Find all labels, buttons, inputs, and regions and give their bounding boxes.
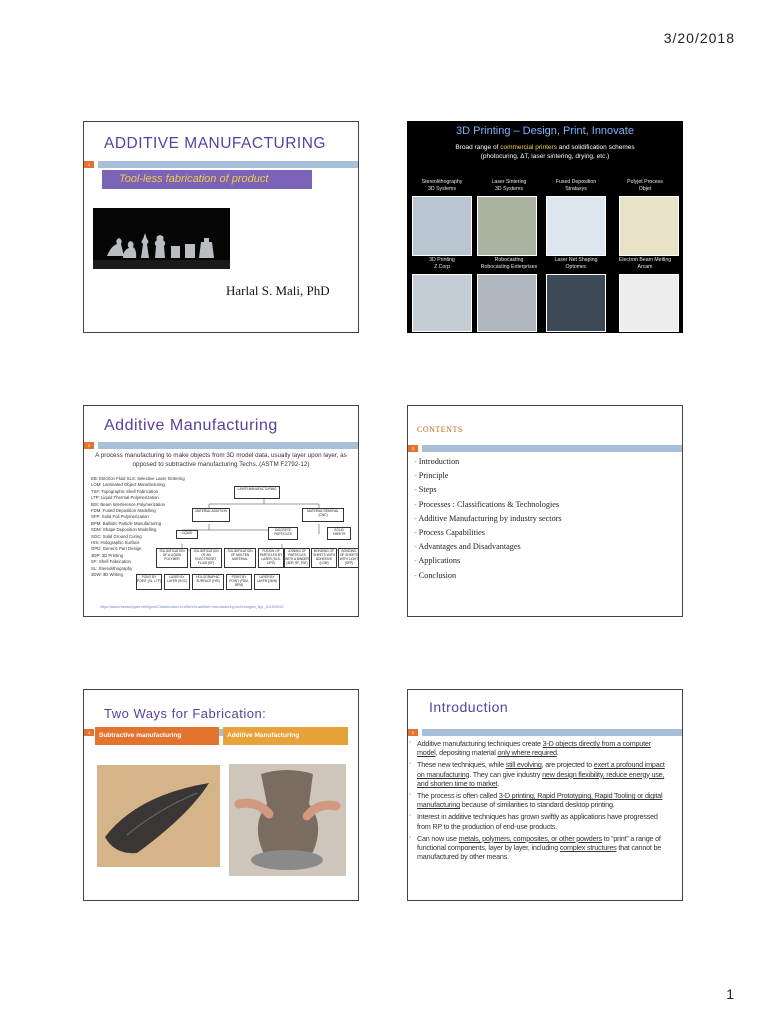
subtitle-text: and solidification schemes (556, 144, 635, 151)
slide-3d-printing-subtitle (418, 143, 672, 161)
text: Can now use (417, 833, 459, 843)
slide-title (83, 121, 359, 333)
abbreviation: BIS: Beam Interference Polymerization (91, 501, 166, 507)
slide-3d-printing (407, 121, 683, 333)
subtitle-text: (photocuring, ∆T, laser sintering, drying, etc.) (480, 153, 610, 160)
contents-item: - Conclusion (414, 569, 562, 583)
print-date: 3/20/2018 (663, 30, 735, 46)
text: because of similarities to standard desktop printing. (459, 800, 615, 810)
process-name: Electron Beam Melting (618, 257, 672, 263)
process-name: 3D Printing (429, 257, 455, 263)
tree-node: SOLID SHEETS (327, 527, 351, 540)
process-company: Optomec (565, 264, 587, 270)
contents-item: - Additive Manufacturing by industry sectors (414, 512, 562, 526)
subtitle-text: Broad range of (455, 144, 501, 151)
subtitle-highlight: commercial printers (500, 144, 557, 151)
text: that cannot be manufactured by other means. (417, 843, 662, 862)
tree-node: POINT BY POINT (FDM, BPM) (226, 574, 252, 590)
robocasting-image (477, 274, 537, 332)
text: These new techniques, while (417, 760, 506, 770)
author-name: Harlal S. Mali, PhD (226, 283, 330, 298)
emphasis: 3-D printing, Rapid Prototyping, Rapid Tooling or digital manufacturing (417, 791, 663, 810)
abbreviation: TSF: Topographic Shell Fabrication (91, 488, 159, 494)
text: Additive manufacturing techniques create (417, 739, 543, 748)
fused-deposition-image (546, 196, 606, 256)
subtractive-tab: Subtractive manufacturing (95, 727, 219, 745)
chess-pieces-image (93, 208, 230, 269)
slide-contents-heading: CONTENTS (417, 425, 463, 434)
slide-number: 2 (87, 443, 91, 448)
process-cell (409, 179, 475, 193)
laser-net-shaping-image (546, 274, 606, 332)
slide-number: 4 (87, 730, 91, 735)
emphasis: metals, polymers, composites, or other powders (458, 833, 602, 843)
contents-item: - Advantages and Disadvantages (414, 540, 562, 554)
abbreviation: LTP: Liquid Thermal Polymerization (91, 495, 159, 501)
intro-point (414, 760, 670, 788)
tree-node: LAYER BY LAYER (SGC) (164, 574, 190, 590)
slide-divider (84, 442, 358, 449)
process-name: Laser Net Shaping (554, 257, 598, 263)
process-company: Z Corp (434, 264, 450, 270)
tree-node: HOLOGRAPHIC SURFACE (HIS) (192, 574, 224, 590)
tree-node: JOINING OF PARTICLES WITH A BINDER (3DP, SF, TSF) (284, 548, 310, 568)
tree-node: DISCRETE PARTICLES (268, 527, 298, 540)
process-cell (409, 257, 475, 271)
text: The process is often called (417, 791, 499, 801)
abbreviation: SF: Shell Fabrication (91, 559, 131, 565)
process-cell (476, 257, 542, 271)
contents-item: - Steps (414, 483, 562, 497)
intro-point (414, 739, 670, 757)
abbreviation: GPD: Generic Part Design (91, 546, 142, 552)
contents-item: - Process Capabilities (414, 526, 562, 540)
slide-number: 5 (411, 730, 415, 735)
slide-contents (407, 405, 683, 617)
process-name: Stereolithography (421, 179, 463, 185)
process-cell (612, 179, 678, 193)
tree-node: SOLIDIFICATION OF MOLTEN MATERIAL (224, 548, 256, 568)
tree-node: SOLIDIFICATION OF AN ELECTROSET FLUID (EF) (190, 548, 222, 568)
abbreviation: HIS: Holographic Surface (91, 540, 140, 546)
stereolithography-image (412, 196, 472, 256)
abbreviation: LOM: Laminated Object Manufacturing (91, 482, 165, 488)
emphasis: only where required (497, 748, 557, 758)
process-company: Objet (638, 186, 652, 192)
polyjet-image (619, 196, 679, 256)
emphasis: complex structures (559, 843, 617, 853)
process-company: Arcam (637, 264, 653, 270)
slide-3d-printing-heading: 3D Printing – Design, Print, Innovate (456, 125, 634, 137)
process-cell (612, 257, 678, 271)
slide-divider (408, 729, 682, 736)
intro-point (414, 834, 670, 862)
process-cell (543, 179, 609, 193)
process-company: Robocasting Enterprises (480, 264, 538, 270)
tree-node: SOLIDIFICATION OF A LIQUID POLYMER (156, 548, 188, 568)
slide-divider (408, 445, 682, 452)
slide-divider (84, 161, 358, 168)
slide-number: 1 (87, 162, 91, 167)
slide-number: 3 (411, 446, 415, 451)
flint-arrowhead-image (97, 765, 220, 867)
abbreviation: FDM: Fused Deposition Modelling (91, 508, 156, 514)
text: . (556, 748, 559, 758)
abbreviation: SL: Stereolithography (91, 565, 133, 571)
process-name: Polyjet Process (627, 179, 663, 185)
tree-node: POINT BY POINT (SL, LTP) (136, 574, 162, 590)
slide-introduction (407, 689, 683, 901)
process-company: Stratasys (565, 186, 587, 192)
contents-item: - Processes : Classifications & Technologies (414, 498, 562, 512)
slide-two-ways-heading: Two Ways for Fabrication: (104, 706, 267, 721)
tree-node: MATERIAL REMOVAL (CNC) (302, 508, 344, 522)
process-name: Fused Deposition (555, 179, 597, 185)
process-name: Robocasting (494, 257, 524, 263)
emphasis: still evolving (505, 760, 542, 770)
contents-item: - Applications (414, 554, 562, 568)
text: to “print” a range of functional components, layer by layer, including (417, 833, 661, 853)
tree-node: BONDING OF SHEETS WITH ADHESIVE (LOM) (311, 548, 337, 568)
emphasis: 3-D objects directly from a computer model (417, 739, 651, 758)
text: , are projected to (541, 760, 594, 770)
emphasis: exert a profound impact on manufacturing (417, 760, 665, 779)
slide-introduction-heading: Introduction (429, 699, 509, 715)
contents-item: - Principle (414, 469, 562, 483)
electron-beam-image (619, 274, 679, 332)
laser-sintering-image (477, 196, 537, 256)
abbreviation: EB: Electron Fluid SLS: Selective Laser Sintering (91, 476, 185, 481)
process-cell (476, 179, 542, 193)
tree-node: LAYER MANUFACTURING (234, 486, 280, 499)
abbreviation: BPM: Ballistic Particle Manufacturing (91, 520, 162, 526)
process-company: 3D Systems (428, 186, 456, 192)
process-name: Laser Sintering (491, 179, 527, 185)
abbreviation: 3DP: 3D Printing (91, 552, 124, 558)
tree-node: LAYER BY LAYER (3DW) (254, 574, 280, 590)
slide-title-heading: ADDITIVE MANUFACTURING (104, 135, 326, 152)
intro-point: ▫ Interest in additive techniques has grown swiftly as applications have progressed from RP to the production of end-use products. (414, 812, 670, 830)
page-number: 1 (726, 986, 734, 1002)
tree-node: MATERIAL ADDITION (192, 508, 230, 522)
tree-node: BONDING OF SHEETS WITH LIGHT (SFP) (338, 548, 359, 568)
3d-printing-image (412, 274, 472, 332)
text: . They can give industry (469, 769, 543, 779)
am-definition: A process manufacturing to make objects from 3D model data, usually layer upon layer, as opposed to subtractive manufacturing Techs..(ASTM F2792-12) (95, 452, 347, 468)
abbreviation: SFP: Solid Foil Polymerization (91, 514, 149, 520)
slide-additive-manufacturing (83, 405, 359, 617)
text: , depositing material (435, 748, 498, 758)
introduction-points (414, 739, 670, 864)
tree-node: FUSION OF PARTICLES BY LASER (SLS, DPS) (258, 548, 284, 568)
process-company: 3D Systems (495, 186, 523, 192)
additive-tab: Additive Manufacturing (223, 727, 348, 745)
slide-subtitle: Tool-less fabrication of product (102, 170, 312, 189)
text: . (497, 778, 500, 788)
slide-am-heading: Additive Manufacturing (104, 417, 278, 434)
pottery-image (229, 764, 346, 876)
abbreviation: 3DW: 3D Writing (91, 572, 123, 578)
contents-list (414, 455, 562, 583)
process-cell (543, 257, 609, 271)
slide-two-ways (83, 689, 359, 901)
abbreviation: SGC: Solid Ground Curing (91, 533, 142, 539)
contents-item: - Introduction (414, 455, 562, 469)
emphasis: new design flexibility, reduce energy use, and shorten time to market (417, 769, 665, 788)
source-link[interactable]: https://www.researchgate.net/figure/Classification-of-different-additive-manufacturing-technologies_fig1_301393915 (100, 605, 284, 609)
abbreviation: SDM: Shape Deposition Modelling (91, 527, 157, 533)
tree-node: LIQUID (176, 530, 198, 539)
intro-point (414, 791, 670, 809)
